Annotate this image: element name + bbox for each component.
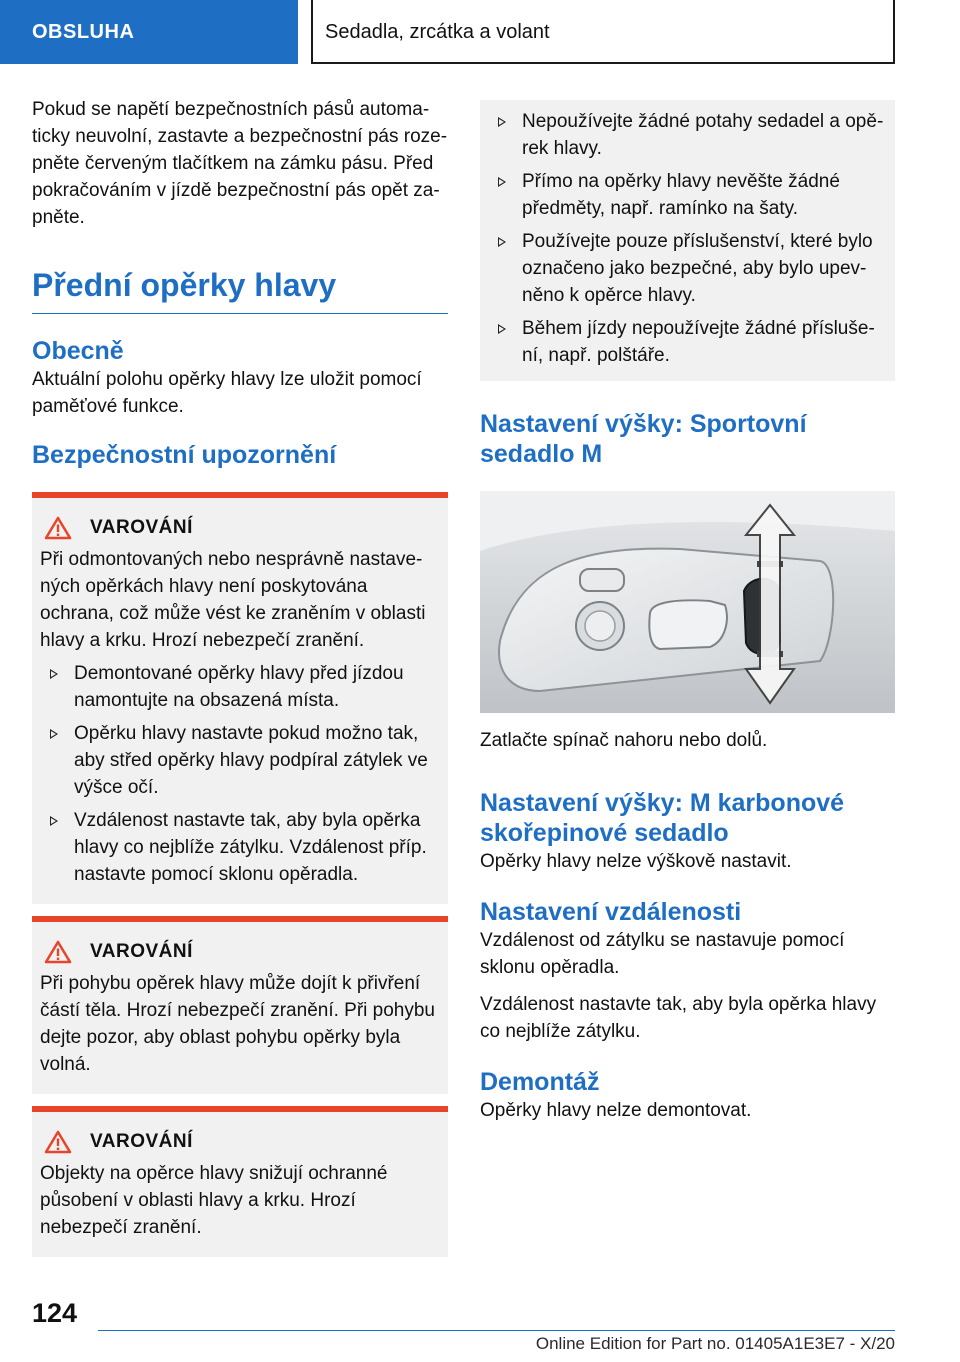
list-item: Vzdálenost nastavte tak, aby byla opěrka hlavy co nejblíže zátylku. Vzdálenost příp. nastavte pomocí sklonu opěradla. — [40, 807, 440, 888]
right-column — [480, 100, 895, 1124]
warning-header — [40, 1130, 440, 1154]
footer-rule — [98, 1330, 895, 1331]
warning-text: Při pohybu opěrek hlavy může dojít k přivření částí těla. Hrozí nebezpečí zranění. Při pohybu dejte pozor, aby oblast pohybu opěrky byla volná. — [40, 973, 435, 1075]
section-label: OBSLUHA — [32, 21, 135, 43]
page-number: 124 — [32, 1298, 78, 1328]
warning-triangle-icon — [44, 1130, 72, 1154]
warning-label: VAROVÁNÍ — [90, 1131, 193, 1152]
list-item: Demontované opěrky hlavy před jízdou namontujte na obsazená místa. — [40, 660, 440, 714]
warning-continuation-box — [480, 100, 895, 381]
warning-box — [32, 916, 448, 1094]
warning-box — [32, 492, 448, 904]
carbon-seat-text: Opěrky hlavy nelze výškově nastavit. — [480, 851, 792, 872]
warning-text: Objekty na opěrce hlavy snižují ochranné působení v oblasti hlavy a krku. Hrozí nebezpečí zranění. — [40, 1163, 388, 1238]
warning-list — [488, 108, 887, 369]
section-heading-carbon-seat: Nastavení výšky: M karbonové skořepinové sedadlo — [480, 789, 845, 847]
warning-box — [32, 1106, 448, 1257]
warning-triangle-icon — [44, 516, 72, 540]
list-item: Během jízdy nepoužívejte žádné příslušení, např. polštáře. — [488, 315, 887, 369]
edition-note: Online Edition for Part no. 01405A1E3E7 - X/20 — [535, 1334, 895, 1353]
distance-text-1: Vzdálenost od zátylku se nastavuje pomocí sklonu opěradla. — [480, 930, 845, 978]
list-item: Přímo na opěrky hlavy nevěšte žádné předměty, např. ramínko na šaty. — [488, 168, 887, 222]
removal-text: Opěrky hlavy nelze demontovat. — [480, 1100, 752, 1121]
warning-label: VAROVÁNÍ — [90, 517, 193, 538]
warning-text: Při odmontovaných nebo nesprávně nastavených opěrkách hlavy není poskytována ochrana, což může vést ke zraněním v oblasti hlavy a krku. Hrozí nebezpečí zranění. — [40, 549, 426, 651]
warning-label: VAROVÁNÍ — [90, 941, 193, 962]
intro-paragraph: Pokud se napětí bezpečnostních pásů automaticky neuvolní, zastavte a bezpečnostní pás rozepněte červeným tlačítkem na zámku pásu. Před pokračováním v jízdě bezpečnostní pás opět zapněte. — [32, 99, 448, 228]
page-heading: Přední opěrky hlavy — [32, 265, 448, 314]
section-heading-general: Obecně — [32, 337, 124, 365]
chapter-title: Sedadla, zrcátka a volant — [325, 21, 550, 43]
warning-header — [40, 516, 440, 540]
section-heading-safety: Bezpečnostní upozornění — [32, 441, 337, 469]
distance-text-2: Vzdálenost nastavte tak, aby byla opěrka hlavy co nejblíže zátylku. — [480, 994, 877, 1042]
general-text: Aktuální polohu opěrky hlavy lze uložit pomocí paměťové funkce. — [32, 369, 422, 417]
section-heading-removal: Demontáž — [480, 1068, 600, 1096]
warning-header — [40, 940, 440, 964]
list-item: Používejte pouze příslušenství, které bylo označeno jako bezpečné, aby bylo upevněno k opěrce hlavy. — [488, 228, 887, 309]
warning-triangle-icon — [44, 940, 72, 964]
sport-seat-caption: Zatlačte spínač nahoru nebo dolů. — [480, 730, 768, 751]
seat-switch-illustration — [480, 491, 895, 713]
list-item: Nepoužívejte žádné potahy sedadel a opěrek hlavy. — [488, 108, 887, 162]
left-column — [32, 96, 448, 1257]
chapter-header — [311, 0, 895, 64]
section-heading-distance: Nastavení vzdálenosti — [480, 898, 742, 926]
section-heading-sport-seat: Nastavení výšky: Sportovní sedadlo M — [480, 410, 807, 468]
list-item: Opěrku hlavy nastavte pokud možno tak, aby střed opěrky hlavy podpíral zátylek ve výšce očí. — [40, 720, 440, 801]
section-tab — [0, 0, 298, 64]
warning-list — [40, 660, 440, 888]
